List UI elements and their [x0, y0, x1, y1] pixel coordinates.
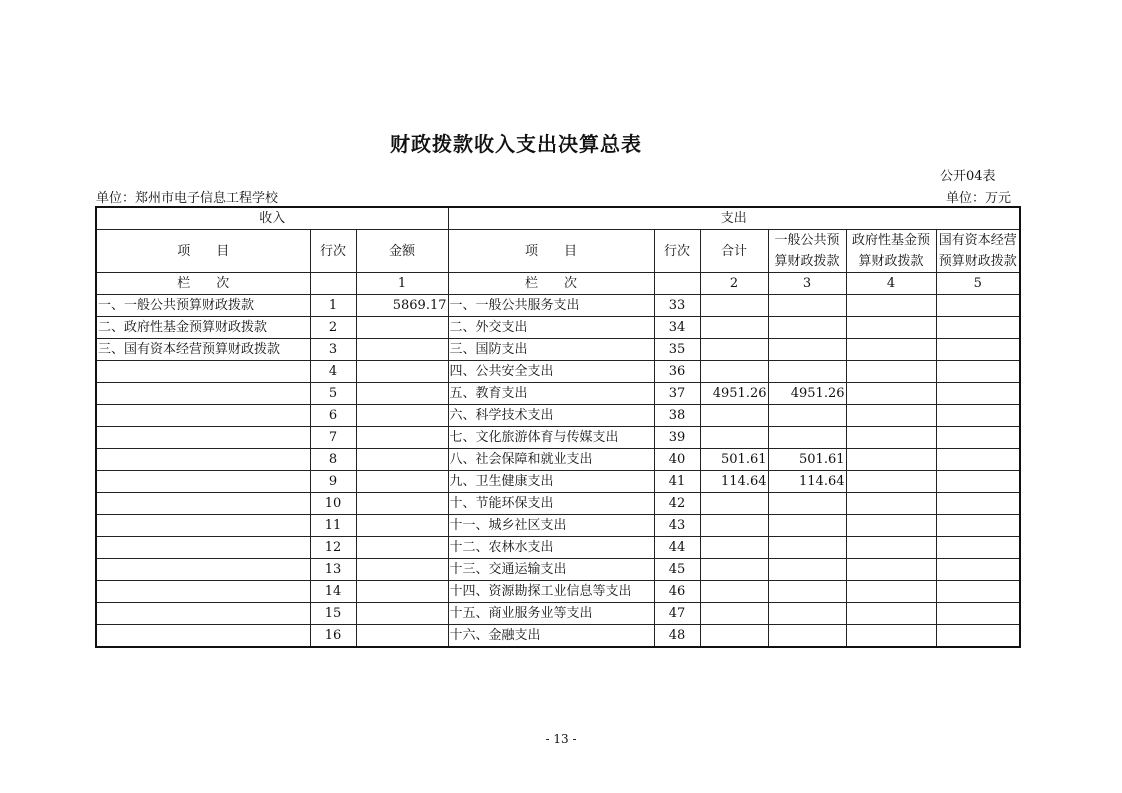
income-amount-cell — [356, 603, 448, 625]
header-row-lanci — [96, 273, 1020, 295]
expense-lanci-rowno — [654, 273, 700, 295]
expense-row-no-cell: 38 — [654, 405, 700, 427]
income-amount-cell — [356, 405, 448, 427]
total-cell — [700, 603, 768, 625]
state-capital-cell — [936, 383, 1020, 405]
income-item-cell — [96, 493, 310, 515]
header-expense: 支出 — [448, 207, 1020, 230]
total-cell — [700, 339, 768, 361]
expense-row-no-cell: 42 — [654, 493, 700, 515]
income-item-cell — [96, 361, 310, 383]
income-item-cell: 二、政府性基金预算财政拨款 — [96, 317, 310, 339]
total-cell — [700, 581, 768, 603]
expense-item-cell: 十四、资源勘探工业信息等支出 — [448, 581, 654, 603]
income-item-cell — [96, 537, 310, 559]
header-row-columns — [96, 230, 1020, 273]
gov-fund-cell — [846, 361, 936, 383]
income-lanci-label: 栏 次 — [96, 273, 310, 295]
header-income-item: 项 目 — [96, 230, 310, 273]
income-amount-cell: 5869.17 — [356, 295, 448, 317]
unit-organization: 单位：郑州市电子信息工程学校 — [96, 191, 279, 206]
total-cell — [700, 427, 768, 449]
general-budget-cell — [768, 603, 846, 625]
expense-row-no-cell: 43 — [654, 515, 700, 537]
gov-fund-cell — [846, 339, 936, 361]
income-row-no-cell: 3 — [310, 339, 356, 361]
expense-lanci-col3: 3 — [768, 273, 846, 295]
header-row-section — [96, 207, 1020, 230]
income-amount-cell — [356, 493, 448, 515]
income-row-no-cell: 5 — [310, 383, 356, 405]
income-amount-cell — [356, 449, 448, 471]
expense-item-cell: 三、国防支出 — [448, 339, 654, 361]
expense-item-cell: 十二、农林水支出 — [448, 537, 654, 559]
income-row-no-cell: 6 — [310, 405, 356, 427]
income-item-cell: 一、一般公共预算财政拨款 — [96, 295, 310, 317]
gov-fund-cell — [846, 581, 936, 603]
table-row — [96, 317, 1020, 339]
state-capital-cell — [936, 603, 1020, 625]
income-item-cell — [96, 427, 310, 449]
table-row — [96, 361, 1020, 383]
unit-currency: 单位：万元 — [946, 191, 1012, 206]
gov-fund-cell — [846, 427, 936, 449]
total-cell — [700, 405, 768, 427]
total-cell: 501.61 — [700, 449, 768, 471]
total-cell — [700, 559, 768, 581]
expense-row-no-cell: 47 — [654, 603, 700, 625]
general-budget-cell — [768, 537, 846, 559]
income-item-cell — [96, 515, 310, 537]
expense-item-cell: 十六、金融支出 — [448, 625, 654, 648]
income-row-no-cell: 7 — [310, 427, 356, 449]
table-row — [96, 383, 1020, 405]
gov-fund-cell — [846, 603, 936, 625]
total-cell — [700, 493, 768, 515]
gov-fund-cell — [846, 471, 936, 493]
table-row — [96, 537, 1020, 559]
income-row-no-cell: 14 — [310, 581, 356, 603]
income-item-cell — [96, 449, 310, 471]
income-amount-cell — [356, 581, 448, 603]
gov-fund-cell — [846, 493, 936, 515]
table-row — [96, 559, 1020, 581]
state-capital-cell — [936, 515, 1020, 537]
expense-row-no-cell: 44 — [654, 537, 700, 559]
header-income-amount: 金额 — [356, 230, 448, 273]
general-budget-cell — [768, 339, 846, 361]
income-amount-cell — [356, 471, 448, 493]
expense-item-cell: 一、一般公共服务支出 — [448, 295, 654, 317]
expense-row-no-cell: 33 — [654, 295, 700, 317]
expense-row-no-cell: 35 — [654, 339, 700, 361]
expense-row-no-cell: 48 — [654, 625, 700, 648]
state-capital-cell — [936, 405, 1020, 427]
gov-fund-cell — [846, 559, 936, 581]
general-budget-cell — [768, 317, 846, 339]
state-capital-cell — [936, 339, 1020, 361]
general-budget-cell: 114.64 — [768, 471, 846, 493]
general-budget-cell — [768, 405, 846, 427]
income-item-cell: 三、国有资本经营预算财政拨款 — [96, 339, 310, 361]
table-row — [96, 581, 1020, 603]
income-item-cell — [96, 581, 310, 603]
page-number: - 13 - — [545, 732, 577, 746]
state-capital-cell — [936, 625, 1020, 648]
income-amount-cell — [356, 317, 448, 339]
state-capital-cell — [936, 537, 1020, 559]
expense-row-no-cell: 45 — [654, 559, 700, 581]
header-general-budget: 一般公共预算财政拨款 — [768, 230, 846, 273]
income-row-no-cell: 10 — [310, 493, 356, 515]
expense-item-cell: 四、公共安全支出 — [448, 361, 654, 383]
income-item-cell — [96, 559, 310, 581]
total-cell: 4951.26 — [700, 383, 768, 405]
total-cell — [700, 625, 768, 648]
income-amount-cell — [356, 361, 448, 383]
table-row — [96, 625, 1020, 648]
income-item-cell — [96, 383, 310, 405]
header-expense-item: 项 目 — [448, 230, 654, 273]
expense-item-cell: 九、卫生健康支出 — [448, 471, 654, 493]
header-income: 收入 — [96, 207, 448, 230]
income-amount-cell — [356, 625, 448, 648]
general-budget-cell — [768, 295, 846, 317]
income-row-no-cell: 15 — [310, 603, 356, 625]
total-cell — [700, 317, 768, 339]
expense-row-no-cell: 40 — [654, 449, 700, 471]
state-capital-cell — [936, 493, 1020, 515]
income-row-no-cell: 8 — [310, 449, 356, 471]
table-row — [96, 427, 1020, 449]
state-capital-cell — [936, 361, 1020, 383]
expense-lanci-col4: 4 — [846, 273, 936, 295]
final-accounts-table — [95, 206, 1021, 648]
general-budget-cell — [768, 581, 846, 603]
total-cell — [700, 515, 768, 537]
income-row-no-cell: 13 — [310, 559, 356, 581]
table-row — [96, 603, 1020, 625]
total-cell — [700, 295, 768, 317]
income-row-no-cell: 9 — [310, 471, 356, 493]
gov-fund-cell — [846, 537, 936, 559]
gov-fund-cell — [846, 515, 936, 537]
table-row — [96, 449, 1020, 471]
expense-row-no-cell: 36 — [654, 361, 700, 383]
total-cell: 114.64 — [700, 471, 768, 493]
income-lanci-col1: 1 — [356, 273, 448, 295]
general-budget-cell — [768, 427, 846, 449]
state-capital-cell — [936, 427, 1020, 449]
income-item-cell — [96, 625, 310, 648]
income-row-no-cell: 11 — [310, 515, 356, 537]
expense-row-no-cell: 41 — [654, 471, 700, 493]
gov-fund-cell — [846, 405, 936, 427]
header-total: 合计 — [700, 230, 768, 273]
expense-item-cell: 十五、商业服务业等支出 — [448, 603, 654, 625]
table-row — [96, 295, 1020, 317]
income-amount-cell — [356, 559, 448, 581]
table-row — [96, 471, 1020, 493]
income-amount-cell — [356, 339, 448, 361]
table-row — [96, 515, 1020, 537]
expense-item-cell: 五、教育支出 — [448, 383, 654, 405]
form-number: 公开04表 — [940, 169, 996, 184]
total-cell — [700, 537, 768, 559]
income-item-cell — [96, 471, 310, 493]
expense-item-cell: 十三、交通运输支出 — [448, 559, 654, 581]
expense-item-cell: 八、社会保障和就业支出 — [448, 449, 654, 471]
income-item-cell — [96, 405, 310, 427]
header-expense-row-no: 行次 — [654, 230, 700, 273]
header-state-capital: 国有资本经营预算财政拨款 — [936, 230, 1020, 273]
income-amount-cell — [356, 515, 448, 537]
expense-item-cell: 七、文化旅游体育与传媒支出 — [448, 427, 654, 449]
income-amount-cell — [356, 537, 448, 559]
state-capital-cell — [936, 295, 1020, 317]
general-budget-cell: 501.61 — [768, 449, 846, 471]
income-row-no-cell: 2 — [310, 317, 356, 339]
gov-fund-cell — [846, 295, 936, 317]
expense-row-no-cell: 37 — [654, 383, 700, 405]
income-row-no-cell: 4 — [310, 361, 356, 383]
table-row — [96, 493, 1020, 515]
income-row-no-cell: 12 — [310, 537, 356, 559]
income-amount-cell — [356, 427, 448, 449]
general-budget-cell — [768, 625, 846, 648]
expense-row-no-cell: 46 — [654, 581, 700, 603]
expense-item-cell: 十一、城乡社区支出 — [448, 515, 654, 537]
income-row-no-cell: 1 — [310, 295, 356, 317]
expense-lanci-col5: 5 — [936, 273, 1020, 295]
general-budget-cell: 4951.26 — [768, 383, 846, 405]
income-row-no-cell: 16 — [310, 625, 356, 648]
page-title: 财政拨款收入支出决算总表 — [390, 132, 642, 156]
table-row — [96, 339, 1020, 361]
state-capital-cell — [936, 471, 1020, 493]
gov-fund-cell — [846, 449, 936, 471]
expense-item-cell: 二、外交支出 — [448, 317, 654, 339]
general-budget-cell — [768, 559, 846, 581]
gov-fund-cell — [846, 383, 936, 405]
table-row — [96, 405, 1020, 427]
header-gov-fund: 政府性基金预算财政拨款 — [846, 230, 936, 273]
state-capital-cell — [936, 581, 1020, 603]
header-income-row-no: 行次 — [310, 230, 356, 273]
expense-row-no-cell: 34 — [654, 317, 700, 339]
expense-lanci-label: 栏 次 — [448, 273, 654, 295]
general-budget-cell — [768, 361, 846, 383]
income-item-cell — [96, 603, 310, 625]
general-budget-cell — [768, 515, 846, 537]
state-capital-cell — [936, 559, 1020, 581]
expense-item-cell: 六、科学技术支出 — [448, 405, 654, 427]
total-cell — [700, 361, 768, 383]
expense-item-cell: 十、节能环保支出 — [448, 493, 654, 515]
expense-lanci-col2: 2 — [700, 273, 768, 295]
general-budget-cell — [768, 493, 846, 515]
gov-fund-cell — [846, 317, 936, 339]
state-capital-cell — [936, 317, 1020, 339]
state-capital-cell — [936, 449, 1020, 471]
income-amount-cell — [356, 383, 448, 405]
gov-fund-cell — [846, 625, 936, 648]
expense-row-no-cell: 39 — [654, 427, 700, 449]
income-lanci-rowno — [310, 273, 356, 295]
